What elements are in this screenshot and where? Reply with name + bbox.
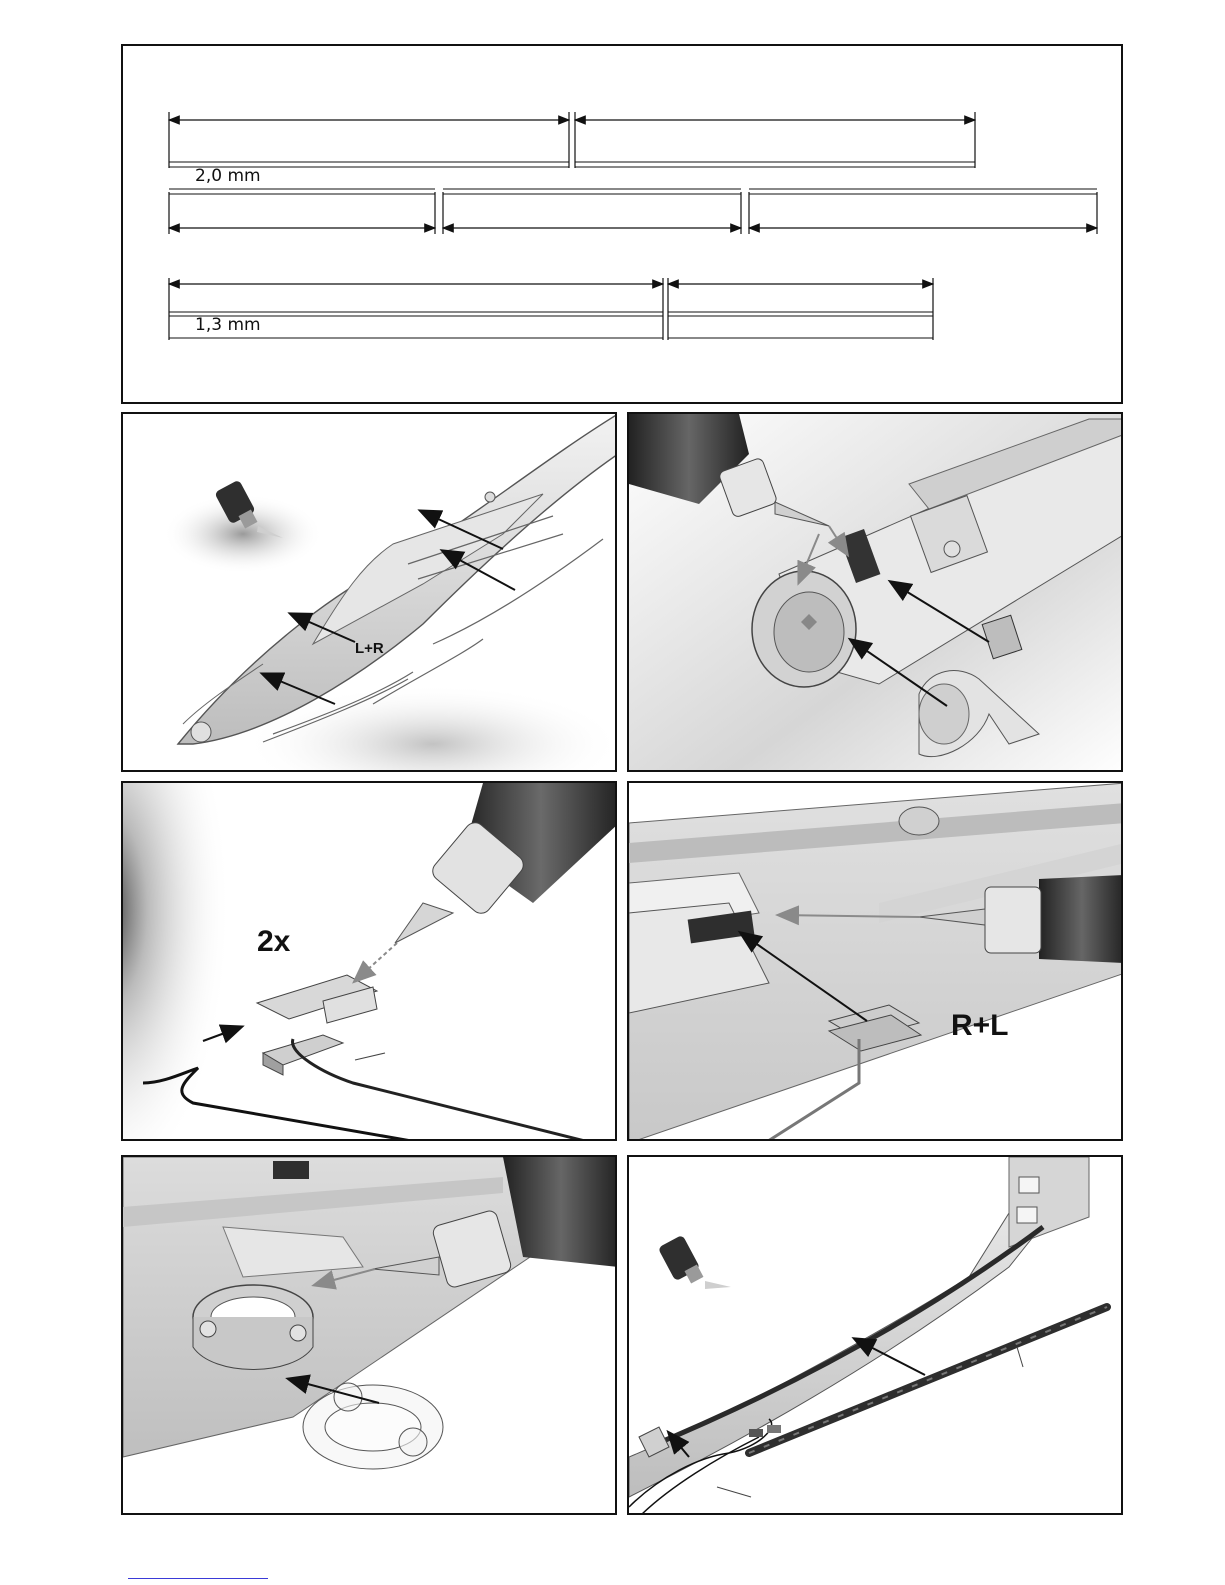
step-4-label: R+L: [951, 1009, 1009, 1042]
step-1-illustration: [123, 414, 617, 772]
step-3-illustration: [123, 783, 617, 1141]
step-6-illustration: [629, 1157, 1123, 1515]
strips-drawing: [123, 46, 1123, 404]
footer-link-rule: [128, 1578, 268, 1579]
step-5-illustration: [123, 1157, 617, 1515]
step-6-panel: [627, 1155, 1123, 1515]
glue-bottle-icon: [658, 1235, 731, 1289]
step-1-panel: [121, 412, 617, 772]
strip-row-1: [169, 112, 975, 168]
step-3-label: 2x: [257, 925, 291, 958]
glue-tube-icon: [395, 783, 617, 943]
step-3-panel: [121, 781, 617, 1141]
strip-row-2: [169, 189, 1097, 234]
strips-panel: [121, 44, 1123, 404]
strip-thickness-label-upper: 2,0 mm: [195, 166, 261, 186]
step-2-illustration: [629, 414, 1123, 772]
step-5-panel: [121, 1155, 617, 1515]
strip-thickness-label-lower: 1,3 mm: [195, 315, 261, 335]
step-2-panel: [627, 412, 1123, 772]
step-1-label: L+R: [355, 640, 384, 657]
step-4-panel: [627, 781, 1123, 1141]
step-4-illustration: [629, 783, 1123, 1141]
strip-row-3: [169, 278, 933, 340]
